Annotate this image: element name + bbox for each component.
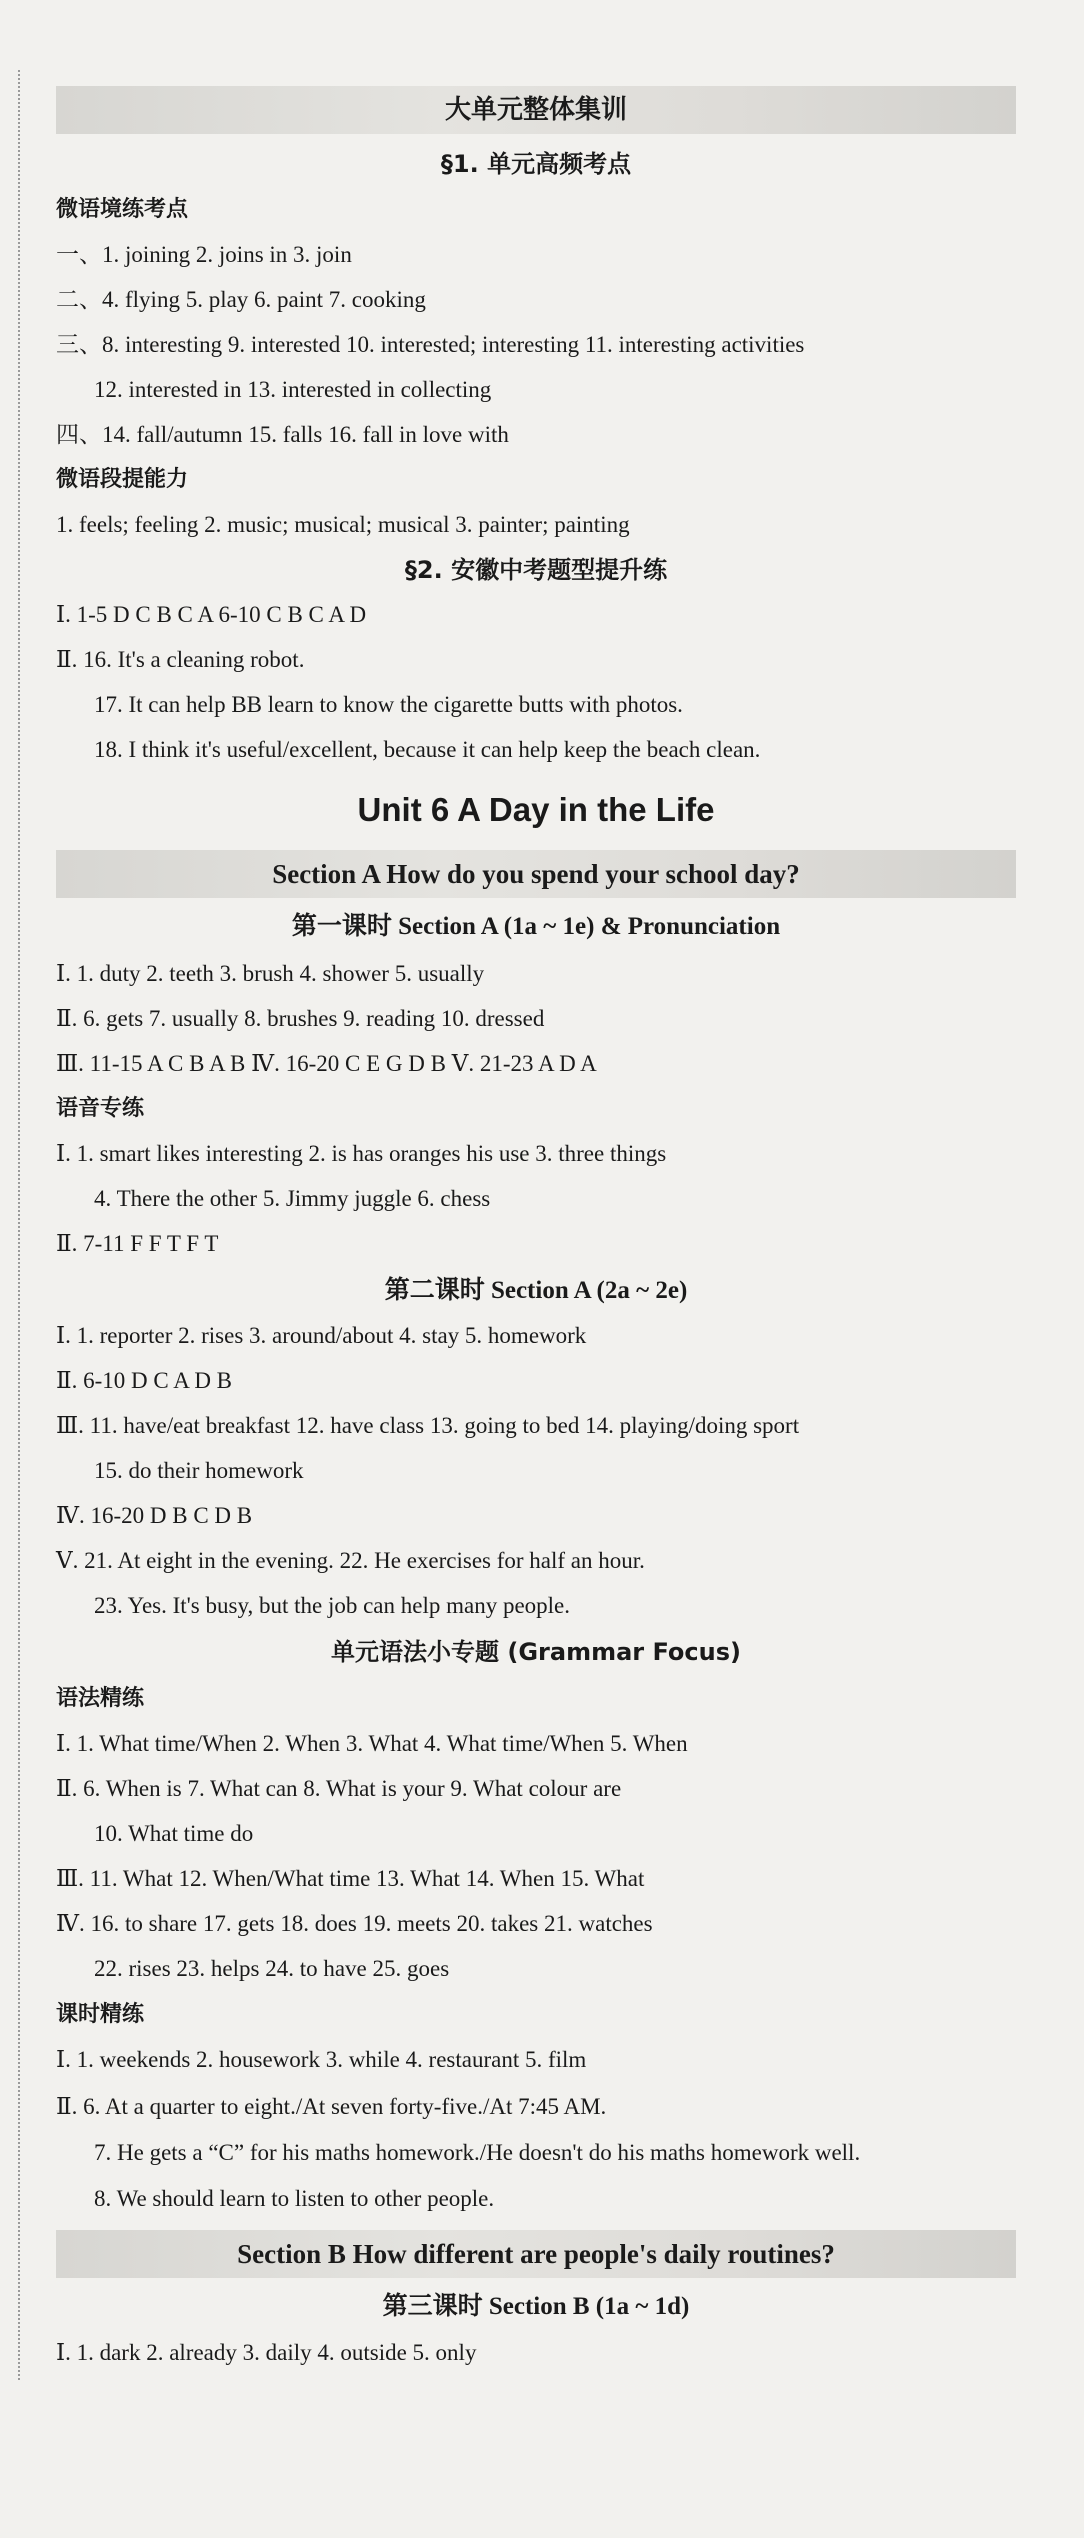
sub-label-keshi: 课时精练 [56, 2002, 145, 2027]
answer-line: Ⅰ. 1. weekends 2. housework 3. while 4. restaurant 5. film [56, 2047, 587, 2072]
answer-line: Ⅳ. 16-20 D B C D B [56, 1503, 253, 1528]
lesson-3-heading: 第三课时 Section B (1a ~ 1d) [382, 2293, 690, 2320]
answer-line: Ⅲ. 11. have/eat breakfast 12. have class 13. going to bed 14. playing/doing sport [56, 1413, 800, 1438]
section-a-banner: Section A How do you spend your school day? [56, 850, 1016, 898]
answer-line: 8. We should learn to listen to other people. [94, 2186, 495, 2211]
answer-line: 17. It can help BB learn to know the cigarette butts with photos. [94, 692, 683, 717]
sub-label-weiyu: 微语境练考点 [56, 197, 189, 222]
section-b-banner: Section B How different are people's daily routines? [56, 2230, 1016, 2278]
answer-line: 三、8. interesting 9. interested 10. interested; interesting 11. interesting activities [56, 332, 805, 357]
sub-label-duan: 微语段提能力 [56, 467, 189, 492]
unit-title: Unit 6 A Day in the Life [357, 791, 715, 828]
sub-label-yufa: 语法精练 [56, 1686, 145, 1711]
answer-line: 1. feels; feeling 2. music; musical; musical 3. painter; painting [56, 512, 630, 537]
section-2-heading: §2. 安徽中考题型提升练 [404, 556, 668, 584]
answer-line: 7. He gets a “C” for his maths homework./He doesn't do his maths homework well. [94, 2140, 861, 2165]
answer-line: Ⅱ. 16. It's a cleaning robot. [56, 647, 305, 672]
big-unit-banner: 大单元整体集训 [56, 86, 1016, 134]
answer-line: 四、14. fall/autumn 15. falls 16. fall in love with [56, 422, 509, 447]
answer-line: Ⅱ. 6. At a quarter to eight./At seven forty-five./At 7:45 AM. [56, 2094, 607, 2119]
margin-dotted-rule [18, 70, 20, 2380]
answer-line: Ⅰ. 1. What time/When 2. When 3. What 4. What time/When 5. When [56, 1731, 688, 1756]
grammar-heading: 单元语法小专题 (Grammar Focus) [331, 1638, 741, 1666]
answer-line: Ⅰ. 1. dark 2. already 3. daily 4. outside 5. only [56, 2340, 477, 2365]
lesson-2-heading: 第二课时 Section A (2a ~ 2e) [384, 1277, 688, 1304]
sub-label-yuyin: 语音专练 [56, 1096, 145, 1121]
answer-line: Ⅴ. 21. At eight in the evening. 22. He exercises for half an hour. [56, 1548, 645, 1573]
answer-line: 二、4. flying 5. play 6. paint 7. cooking [56, 287, 426, 312]
answer-line: Ⅲ. 11. What 12. When/What time 13. What 14. When 15. What [56, 1866, 645, 1891]
answer-line: 15. do their homework [94, 1458, 304, 1483]
lesson-1-heading: 第一课时 Section A (1a ~ 1e) & Pronunciation [291, 913, 781, 940]
answer-line: 23. Yes. It's busy, but the job can help many people. [94, 1593, 571, 1618]
answer-line: 一、1. joining 2. joins in 3. join [56, 242, 352, 267]
answer-line: 4. There the other 5. Jimmy juggle 6. chess [94, 1186, 491, 1211]
answer-line: 22. rises 23. helps 24. to have 25. goes [94, 1956, 450, 1981]
answer-line: Ⅲ. 11-15 A C B A B Ⅳ. 16-20 C E G D B Ⅴ. 21-23 A D A [56, 1051, 597, 1076]
answer-line: Ⅰ. 1. duty 2. teeth 3. brush 4. shower 5. usually [56, 961, 485, 986]
section-1-heading: §1. 单元高频考点 [440, 150, 632, 178]
answer-line: Ⅰ. 1. reporter 2. rises 3. around/about 4. stay 5. homework [56, 1323, 587, 1348]
answer-line: Ⅰ. 1. smart likes interesting 2. is has oranges his use 3. three things [56, 1141, 667, 1166]
answer-line: Ⅰ. 1-5 D C B C A 6-10 C B C A D [56, 602, 367, 627]
answer-line: Ⅳ. 16. to share 17. gets 18. does 19. meets 20. takes 21. watches [56, 1911, 653, 1936]
answer-line: Ⅱ. 6-10 D C A D B [56, 1368, 233, 1393]
answer-line: 12. interested in 13. interested in collecting [94, 377, 492, 402]
answer-line: 18. I think it's useful/excellent, because it can help keep the beach clean. [94, 737, 761, 762]
answer-line: Ⅱ. 7-11 F F T F T [56, 1231, 219, 1256]
answer-line: 10. What time do [94, 1821, 254, 1846]
answer-line: Ⅱ. 6. gets 7. usually 8. brushes 9. reading 10. dressed [56, 1006, 545, 1031]
answer-line: Ⅱ. 6. When is 7. What can 8. What is your 9. What colour are [56, 1776, 622, 1801]
